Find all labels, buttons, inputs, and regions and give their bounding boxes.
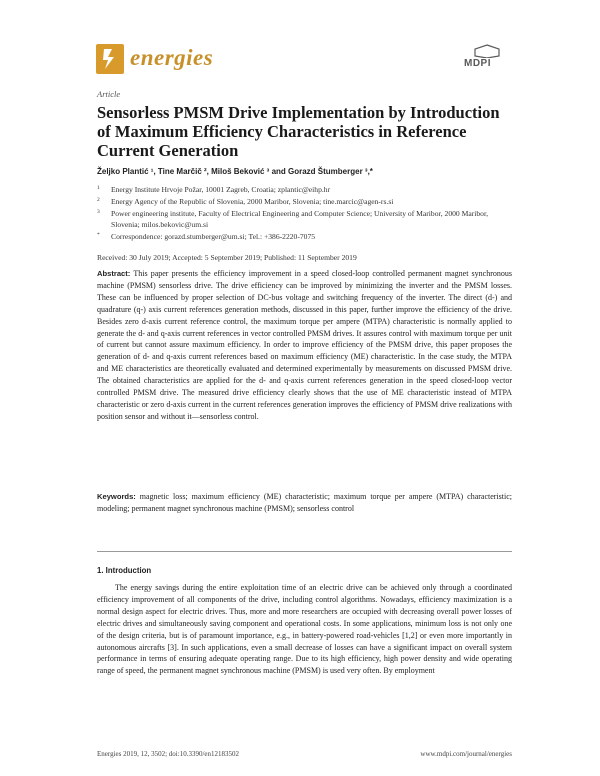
article-type: Article bbox=[97, 89, 121, 99]
abstract-label: Abstract: bbox=[97, 269, 131, 278]
keywords-label: Keywords: bbox=[97, 492, 136, 501]
keywords-text: magnetic loss; maximum efficiency (ME) characteristic; maximum torque per ampere (MTPA) characteristic; modeling; permanent magnet synchronous machine (PMSM); sensorless control bbox=[97, 492, 513, 513]
publication-dates: Received: 30 July 2019; Accepted: 5 September 2019; Published: 11 September 2019 bbox=[97, 253, 357, 262]
keywords bbox=[97, 491, 512, 515]
citation: Energies 2019, 12, 3502; doi:10.3390/en12183502 bbox=[97, 750, 239, 758]
journal-url[interactable]: www.mdpi.com/journal/energies bbox=[420, 750, 512, 758]
author-list: Željko Plantić ¹, Tine Marčič ², Miloš Beković ³ and Gorazd Štumberger ³,* bbox=[97, 167, 373, 176]
publisher-name: MDPI bbox=[464, 58, 491, 69]
mdpi-logo-icon bbox=[469, 44, 505, 58]
paper-title: Sensorless PMSM Drive Implementation by Introduction of Maximum Efficiency Characteristics in Reference Current Generation bbox=[97, 103, 500, 160]
intro-paragraph: The energy savings during the entire exploitation time of an electric drive can be achieved only through a coordinated efficiency improvement of all components of the drive, including control algorithms. Nowadays, efficiency maximization is a normal design aspect for electric drives. Thus, more and more researchers are occupied with decreasing overall power losses of electric drives and simultaneously saving component and operational costs. In some applications, minimum loss is not only one of the design criteria, but is of paramount importance, e.g., in battery-powered road-vehicles [1,2] or even more importantly in autonomous aircrafts [3]. In such applications, even a small decrease of losses can have a significant impact on overall system performance in terms of ensuring adequate operating range. Due to its high efficiency, high power density and wide operating range of speed, the permanent magnet synchronous machine (PMSM) is used very often. By employment bbox=[97, 583, 512, 676]
abstract-text: This paper presents the efficiency improvement in a speed closed-loop controlled permanent magnet synchronous machine (PMSM) sensorless drive. The drive efficiency can be improved by minimizing the inverter and the PMSM losses. These can be influenced by proper selection of DC-bus voltage and switching frequency of the inverter. The direct (d-) and quadrature (q-) axis current references generation methods, discussed in this paper, further improve the efficiency of the drive. Besides zero d-axis current reference control, the maximum torque per ampere (MTPA) characteristic is normally applied to generate the d- and q-axis current references in vector controlled PMSM drives. It assures control with maximum torque per unit of current but cannot assure maximum efficiency. In order to improve efficiency of the PMSM drive, this paper proposes the generation of d- and q-axis current references based on maximum efficiency (ME) characteristic. In the case study, the MTPA and ME characteristics are theoretically evaluated and determined experimentally by measurements on discussed PMSM drive. The obtained characteristics are applied for the d- and q-axis current references generation in the speed closed-loop vector controlled PMSM drive. The measured drive efficiency clearly shows that the use of ME characteristic instead of MTPA characteristic or zero d-axis current in the current references generation improves the efficiency of PMSM drive realizations with position sensor and without it—sensorless control. bbox=[97, 269, 513, 421]
journal-name: energies bbox=[130, 45, 214, 70]
journal-logo-icon bbox=[96, 44, 124, 74]
divider bbox=[97, 551, 512, 552]
abstract bbox=[97, 268, 512, 423]
paper-page: energies MDPI Article Sensorless PMSM Drive Implementation by Introduction of Maximum Efficiency Characteristics in Reference Current Generation Željko Plantić ¹, Tine Marčič ², Miloš Beković ³ and Gorazd Štumberger ³,* 1 Energy Institute Hrvoje Požar, 10001 Zagreb, Croatia; zplantic@eihp.hr 2 Energy Agency of the Republic of Slovenia, 2000 Maribor, Slovenia; tine.marcic@agen-rs.si 3 Power engineering institute, Faculty of Electrical Engineering and Computer Science; University of Maribor, 2000 Maribor, Slovenia; milos.bekovic@um.si * Correspondence: gorazd.stumberger@um.si; Tel.: +386-2220-7075 Received: 30 July 2019; Accepted: 5 September 2019; Published: 11 September 2019 Abstract: This paper presents the efficiency improvement in a speed closed-loop controlled permanent magnet synchronous machine (PMSM) sensorless drive. The drive efficiency can be improved by minimizing the inverter and the PMSM losses. These can be influenced by proper selection of DC-bus voltage and switching frequency of the inverter. The direct (d-) and quadrature (q-) axis current references generation methods, discussed in this paper, further improve the efficiency of the drive. Besides zero d-axis current reference control, the maximum torque per ampere (MTPA) characteristic is normally applied to generate the d- and q-axis current references in vector controlled PMSM drives. It assures control with maximum torque per unit of current but cannot assure maximum efficiency. In order to improve efficiency of the PMSM drive, this paper proposes the generation of d- and q-axis current references based on maximum efficiency (ME) characteristic. In the case study, the MTPA and ME characteristics are theoretically evaluated and determined experimentally by measurements on discussed PMSM drive. The obtained characteristics are applied for the d- and q-axis current references generation in the speed closed-loop vector controlled PMSM drive. The measured drive efficiency clearly shows that the use of ME characteristic instead of MTPA characteristic or zero d-axis current in the current references generation improves the efficiency of PMSM drive realizations with position sensor and without it—sensorless control. Keywords: magnetic loss; maximum efficiency (ME) characteristic; maximum torque per ampere (MTPA) characteristic; modeling; permanent magnet synchronous machine (PMSM); sensorless control 1. Introduction The energy savings during the entire exploitation time of an electric drive can be achieved only through a coordinated efficiency improvement of all components of the drive, including control algorithms. Nowadays, efficiency maximization is a normal design aspect for electric drives. Thus, more and more researchers are occupied with decreasing overall power losses of electric drives and simultaneously saving component and operational costs. In some applications, minimum loss is not only one of the design criteria, but is of paramount importance, e.g., in battery-powered road-vehicles [1,2] or even more importantly in autonomous aircrafts [3]. In such applications, even a small decrease of losses can have a significant impact on overall system performance in terms of ensuring adequate operating range. Due to its high efficiency, high power density and wide operating range of speed, the permanent magnet synchronous machine (PMSM) is used very often. By employment Energies 2019, 12, 3502; doi:10.3390/en12183502 www.mdpi.com/journal/energies bbox=[0, 0, 600, 776]
section-heading: 1. Introduction bbox=[97, 566, 152, 575]
